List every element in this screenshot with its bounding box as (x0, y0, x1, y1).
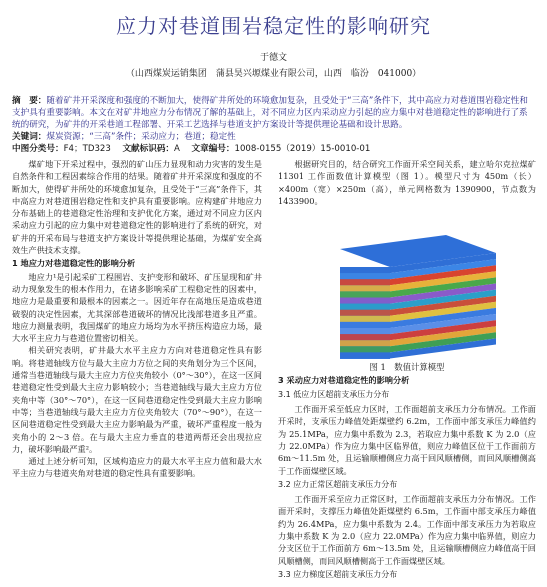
model-layer-front (340, 353, 390, 359)
clc-label: 中图分类号： (12, 144, 64, 154)
keywords-text: 煤炭资源；“三高”条件；采动应力；巷道；稳定性 (46, 132, 236, 142)
body-paragraph: 工作面开采至应力正常区时，工作面超前支承压力分布情况。工作面开采时，支撑压力峰值处距煤壁约 6.5m，工作面中部支承压力峰值约为 26.4MPa，应力集中系数为 2.4。工作面中部支承压力为若取应力集中系数 K 为 2.0（应力 22.0MPa）作为应力集中临界值，则应力分支区位于工作面前方 6m～13.5m 处，且运输顺槽侧应力峰值高于回风顺槽侧，而回风顺槽侧高于工作面煤壁区域。 (278, 494, 536, 566)
figure-caption: 图 1 数值计算模型 (369, 362, 445, 373)
keywords-label: 关键词： (12, 132, 47, 142)
doc-code-label: 文献标识码： (122, 144, 175, 154)
author: 于德文 (259, 53, 287, 63)
affiliation: （山西煤炭运销集团 蒲县昊兴塬煤业有限公司，山西 临汾 041000） (125, 69, 422, 79)
body-paragraph: 相关研究表明，矿井最大水平主应力方向对巷道稳定性具有影响。将巷道轴线方位与最大主应力方位之间的夹角划分为三个区间，通常当巷道轴线与最大主应力方位夹角较小（0°～30°），在这一区间巷道稳定性受到最大主应力影响较小；当巷道轴线与最大主应力方位夹角中等（30°～70°），在这一区间巷道稳定性受到最大主应力影响中等；当巷道轴线与最大主应力方位夹角较大（70°～90°），在这一区间巷道稳定性受到最大主应力影响最为严重，破坏严重程度一般为夹角小的 2～3 倍。在与最大主应力垂直的巷道两帮还会出现拉应力，破坏影响最严重²。 (12, 345, 262, 454)
model-layer-front (340, 279, 390, 285)
model-layer-front (340, 328, 390, 334)
model-layer-front (340, 304, 390, 310)
right-column (278, 158, 536, 583)
model-layer-front (340, 310, 390, 316)
model-layer-front (340, 273, 390, 279)
section-heading: 1 地应力对巷道稳定性的影响分析 (12, 258, 136, 269)
model-layer-front (340, 340, 390, 346)
classification-line (12, 143, 534, 155)
numerical-model-figure (278, 211, 536, 361)
model-layer-front (340, 267, 390, 273)
body-paragraph: 根据研究目的，结合研究工作面开采空间关系，建立哈尔克拉煤矿 11301 工作面数值计算模型（图 1）。模型尺寸为 450m（长）×400m（宽）×250m（高），单元网格数为 1390900，节点数为 1433900。 (278, 159, 536, 206)
subsection-heading: 3.3 应力梯度区超前支承压力分布 (278, 569, 398, 579)
body-paragraph: 煤矿地下开采过程中，强烈的矿山压力显现和动力灾害的发生是自然条件和工程因素综合作用的结果。随着矿井开采深度和强度的不断加大，使得矿井所处的环境愈加复杂，且受处于“三高”条件下，其中高应力对巷道围岩稳定性和支护具有重要影响。应构建矿井地应力分布基础上的巷道稳定性治理和支护优化方案，通过对不同应力区内采动应力引起的应力集中对巷道稳定性的影响进行了系统的研究，对矿井的开采布局与巷道支护方案设计等提供理论基础，为煤矿安全高效生产供技术支撑。 (12, 159, 262, 256)
model-3d-image (278, 211, 536, 361)
subsection-heading: 3.2 应力正常区超前支承压力分布 (278, 479, 398, 489)
body-paragraph: 通过上述分析可知，区域构造应力的最大水平主应力值和最大水平主应力与巷道夹角对巷道的稳定性具有重要影响。 (12, 456, 262, 479)
model-layer-front (340, 322, 390, 328)
doc-code-value: A (174, 144, 180, 154)
body-paragraph: 工作面开采至低应力区时，工作面超前支承压力分布情况。工作面开采时，支承压力峰值处距煤壁约 6.2m，工作面中部支承压力峰值约为 25.1MPa，应力集中系数为 2.3，若取应力集中系数 K 为 2.0（应力 22.0MPa）作为应力集中区临界值，则应力峰值区位于工作面前方 6m～11.5m 处，且运输顺槽侧应力高于回风顺槽侧，而回风顺槽侧高于工作面煤壁区域。 (278, 404, 536, 476)
model-layer-front (340, 346, 390, 352)
abstract-text: 随着矿井开采深度和强度的不断加大，使得矿井所处的环境愈加复杂，且受处于“三高”条件下，其中高应力对巷道围岩稳定性和支护具有重要影响。本文在对矿井地应力分布情况了解的基础上，对不同应力区内采动应力引起的应力集中对巷道稳定性的影响进行了系统的研究，为矿井的开采巷道工程部署、开采工艺选择与巷道支护方案设计等提供理论基础和设计思路。 (12, 96, 528, 130)
clc-value: F4；TD323 (63, 144, 111, 154)
model-layer-front (340, 316, 390, 322)
abstract-paragraph (12, 95, 534, 131)
abstract-block (12, 95, 534, 155)
keywords-line (12, 131, 534, 143)
model-layer-front (340, 334, 390, 340)
model-layer-front (340, 298, 390, 304)
model-layer-front (340, 285, 390, 291)
subsection-heading: 3.1 低应力区超前支承压力分布 (278, 389, 390, 399)
left-column (12, 158, 262, 480)
article-id-label: 文章编号： (191, 144, 235, 154)
article-id-value: 1008-0155（2019）15-0010-01 (234, 144, 371, 154)
paper-title: 应力对巷道围岩稳定性的影响研究 (116, 14, 431, 38)
abstract-label: 摘 要： (12, 96, 47, 106)
body-paragraph: 地应力¹是引起采矿工程围岩、支护变形和破坏、矿压显现和矿井动力现象发生的根本作用力，在诸多影响采矿工程稳定性的因素中，地应力是最重要和最根本的因素之一。因近年存在高地压是造成巷道破裂的决定性因素，尤其深部巷道破坏的情况比浅部巷道多且严重。地应力测量表明，我国煤矿的地应力场均为水平挤压构造应力场，最大水平主应力与巷道位置密切相关。 (12, 271, 262, 344)
section-heading: 3 采动应力对巷道稳定性的影响分析 (278, 375, 410, 386)
model-layer-front (340, 292, 390, 298)
